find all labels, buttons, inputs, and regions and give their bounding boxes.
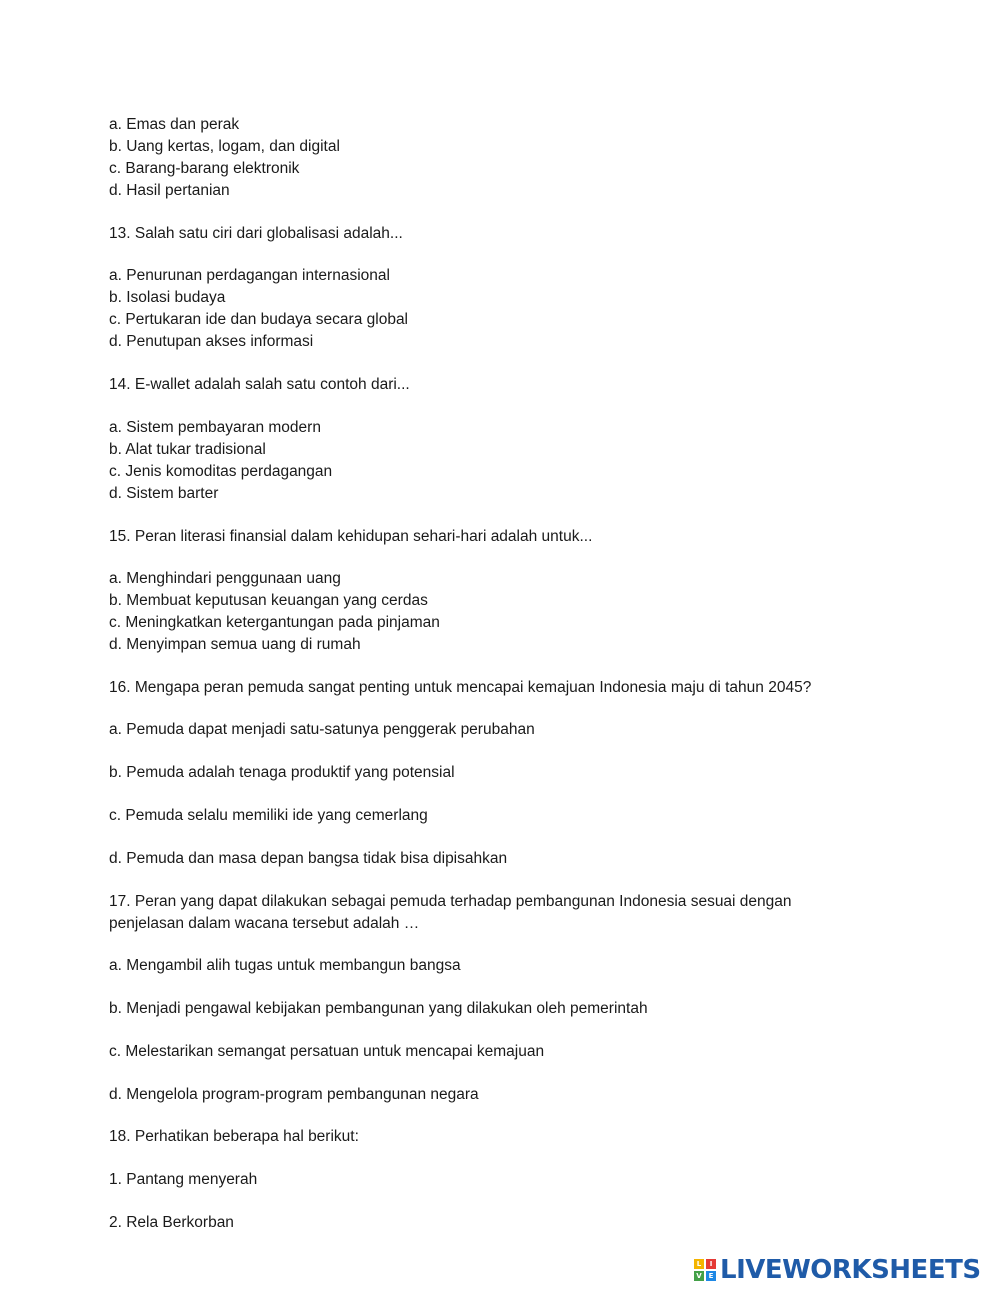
question-15: 15. Peran literasi finansial dalam kehidupan sehari-hari adalah untuk... (109, 528, 593, 545)
list-item-1: 1. Pantang menyerah (109, 1171, 258, 1188)
answer-option-12a: a. Emas dan perak (109, 116, 240, 133)
logo-cell-v: V (694, 1271, 704, 1281)
answer-option-14b: b. Alat tukar tradisional (109, 441, 266, 458)
question-13: 13. Salah satu ciri dari globalisasi adalah... (109, 225, 403, 242)
answer-option-12b: b. Uang kertas, logam, dan digital (109, 138, 340, 155)
question-18: 18. Perhatikan beberapa hal berikut: (109, 1128, 359, 1145)
answer-option-14c: c. Jenis komoditas perdagangan (109, 463, 333, 480)
logo-cell-i: I (706, 1259, 716, 1269)
answer-option-17c: c. Melestarikan semangat persatuan untuk mencapai kemajuan (109, 1043, 545, 1060)
question-17-line-1: 17. Peran yang dapat dilakukan sebagai pemuda terhadap pembangunan Indonesia sesuai dengan (109, 893, 792, 910)
answer-option-16c: c. Pemuda selalu memiliki ide yang cemerlang (109, 807, 428, 824)
answer-option-16b: b. Pemuda adalah tenaga produktif yang potensial (109, 764, 455, 781)
question-16: 16. Mengapa peran pemuda sangat penting untuk mencapai kemajuan Indonesia maju di tahun 2045? (109, 679, 812, 696)
question-14: 14. E-wallet adalah salah satu contoh dari... (109, 376, 410, 393)
answer-option-17a: a. Mengambil alih tugas untuk membangun bangsa (109, 957, 461, 974)
answer-option-13b: b. Isolasi budaya (109, 289, 226, 306)
answer-option-12c: c. Barang-barang elektronik (109, 160, 300, 177)
answer-option-14d: d. Sistem barter (109, 485, 219, 502)
answer-option-13d: d. Penutupan akses informasi (109, 333, 314, 350)
answer-option-17b: b. Menjadi pengawal kebijakan pembangunan yang dilakukan oleh pemerintah (109, 1000, 648, 1017)
answer-option-16a: a. Pemuda dapat menjadi satu-satunya penggerak perubahan (109, 721, 535, 738)
logo-icon (694, 1259, 716, 1281)
answer-option-15c: c. Meningkatkan ketergantungan pada pinjaman (109, 614, 440, 631)
answer-option-13c: c. Pertukaran ide dan budaya secara global (109, 311, 409, 328)
answer-option-13a: a. Penurunan perdagangan internasional (109, 267, 390, 284)
logo-cell-e: E (706, 1271, 716, 1281)
answer-option-16d: d. Pemuda dan masa depan bangsa tidak bisa dipisahkan (109, 850, 508, 867)
answer-option-14a: a. Sistem pembayaran modern (109, 419, 321, 436)
logo-text: LIVEWORKSHEETS (720, 1255, 981, 1285)
logo-cell-l: L (694, 1259, 704, 1269)
list-item-2: 2. Rela Berkorban (109, 1214, 234, 1231)
answer-option-15b: b. Membuat keputusan keuangan yang cerdas (109, 592, 428, 609)
answer-option-15a: a. Menghindari penggunaan uang (109, 570, 341, 587)
question-17-line-2: penjelasan dalam wacana tersebut adalah … (109, 915, 420, 932)
answer-option-12d: d. Hasil pertanian (109, 182, 230, 199)
answer-option-15d: d. Menyimpan semua uang di rumah (109, 636, 361, 653)
liveworksheets-logo (694, 1256, 981, 1284)
answer-option-17d: d. Mengelola program-program pembangunan negara (109, 1086, 479, 1103)
